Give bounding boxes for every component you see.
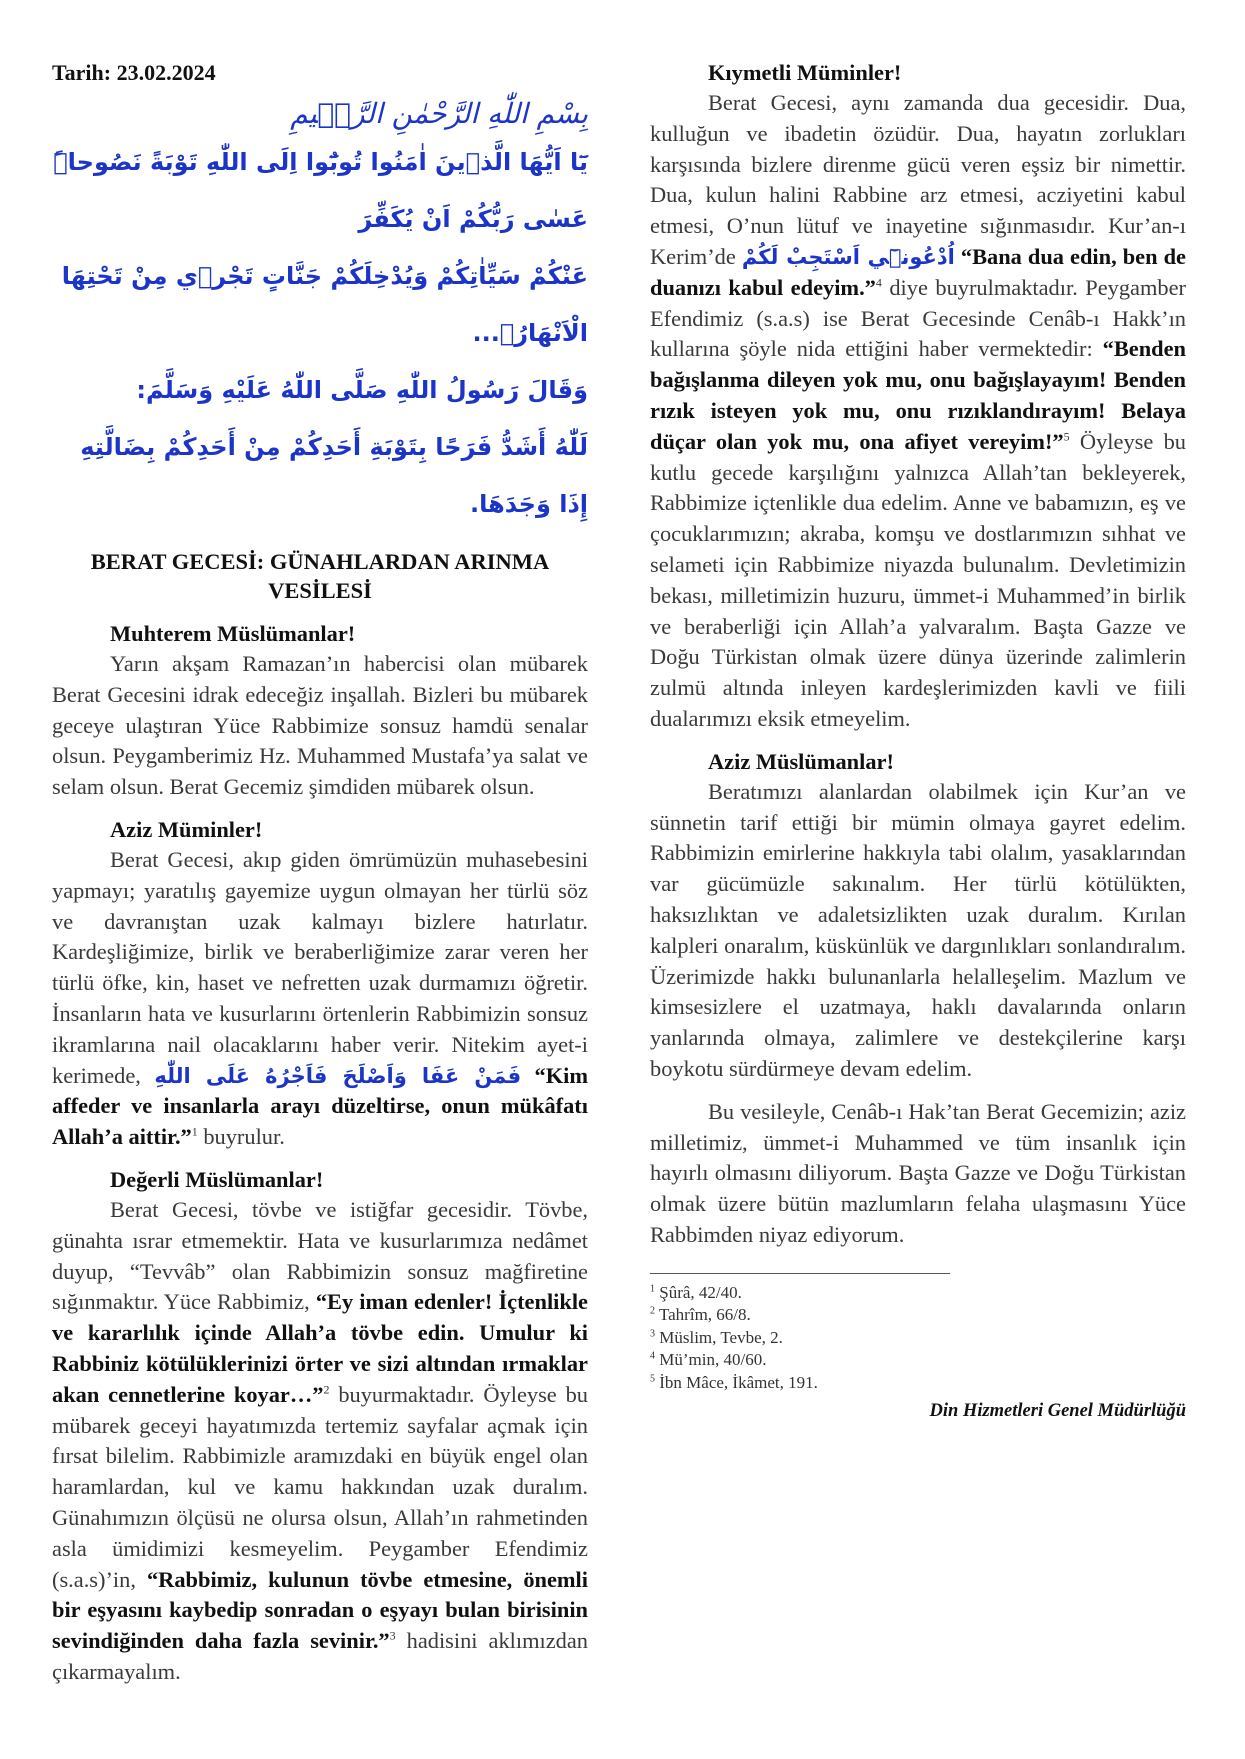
section-heading-1: Muhterem Müslümanlar!	[110, 621, 356, 646]
date-label: Tarih: 23.02.2024	[52, 60, 216, 85]
section-heading-4: Kıymetli Müminler!	[708, 60, 902, 85]
footnote-1: $^1$ Şûrâ, 42/40.	[650, 1282, 742, 1302]
right-column	[650, 58, 1186, 1424]
bold-quote: “Kim affeder ve insanlarla arayı düzeltirse, onun mükâfatı Allah’a aittir.”	[52, 1062, 588, 1150]
sermon-title: BERAT GECESİ: GÜNAHLARDAN ARINMA VESİLESİ	[90, 549, 550, 603]
section-heading-2: Aziz Müminler!	[110, 816, 263, 842]
bold-quote: “Bana dua edin, ben de duanızı kabul edeyim.”	[650, 243, 1186, 300]
paragraph-4: Berat Gecesi, aynı zamanda dua gecesidir. Dua, kulluğun ve ibadetin özüdür. Dua, hayatın zorlukları karşısında bizlere direnme gücü veren eşsiz bir nimettir. Dua, kulun halini Rabbine arz etmesi, acziyetini kabul etmesi, O’nun lütuf ve inayetine sığınmasıdır. Kur’an-ı Kerim’de اُدْعُون۪ٓي اَسْتَجِبْ لَكُمْ “Bana dua edin, ben de duanızı kabul edeyim.”$^4$ diye buyrulmaktadır. Peygamber Efendimiz (s.a.s) ise Berat Gecesinde Cenâb-ı Hakk’ın kullarına şöyle nida ettiğini haber vermektedir: “Benden bağışlanma dileyen yok mu, onu bağışlayayım! Benden rızık isteyen yok mu, onu rızıklandırayım! Belaya düçar olan yok mu, ona afiyet vereyim!”$^5$ Öyleyse bu kutlu gecede karşılığını yalnızca Allah’tan bekleyerek, Rabbimize içtenlikle dua edelim. Anne ve babamızın, eş ve çocuklarımızın; akraba, komşu ve dostlarımızın sıhhat ve selameti için Rabbimize niyazda bulunalım. Devletimizin bekası, milletimizin huzuru, ümmet-i Muhammed’in birlik ve beraberliği için Allah’a yalvaralım. Başta Gazze ve Doğu Türkistan olmak üzere dünya üzerinde zalimlerin zulmü altında inleyen kardeşlerimizden kavli ve fiili dualarımızı eksik etmeyelim.	[650, 90, 1187, 731]
arabic-verse-line-1: يَٓا اَيُّهَا الَّذ۪ينَ اٰمَنُوا تُوبُٓوا اِلَى اللّٰهِ تَوْبَةً نَصُوحاًۜ عَسٰى رَبُّكُمْ اَنْ يُكَفِّرَ	[53, 148, 588, 233]
footnote-ref: 2	[323, 1382, 330, 1397]
paragraph-1: Yarın akşam Ramazan’ın habercisi olan mübarek Berat Gecesini idrak edeceğiz inşallah. Bizleri bu mübarek geceye ulaştıran Yüce Rabbimize sonsuz hamdü senalar olsun. Peygamberimiz Hz. Muhammed Mustafa’ya salat ve selam olsun. Berat Gecemiz şimdiden mübarek olsun.	[52, 651, 588, 800]
paragraph-5: Beratımızı alanlardan olabilmek için Kur’an ve sünnetin tarif ettiği bir mümin olmaya gayret edelim. Rabbimizin emirlerine hakkıyla tabi olalım, yasaklarından var gücümüzle sakınalım. Her türlü kötülükten, haksızlıktan ve adaletsizlikten uzak duralım. Kırılan kalpleri onaralım, küskünlük ve dargınlıkları sonlandıralım. Üzerimizde hakkı bulunanlarla helalleşelim. Mazlum ve kimsesizlere el uzatmaya, haklı davalarında onların yanlarında olmaya, zalimlere ve destekçilerine karşı boykotu sürdürmeye devam edelim.	[650, 778, 1186, 1081]
inline-arabic-verse: اُدْعُون۪ٓي اَسْتَجِبْ لَكُمْ	[741, 244, 955, 269]
inline-arabic-verse: فَمَنْ عَفَا وَاَصْلَحَ فَاَجْرُهُ عَلَى اللّٰهِ	[154, 1063, 522, 1088]
bismillah-calligraphy: بِسْمِ اللّٰهِ الرَّحْمٰنِ الرَّح۪يمِ	[290, 97, 588, 130]
bold-quote: “Rabbimiz, kulunun tövbe etmesine, önemli bir eşyasını kaybedip sonradan o eşyayı bulan birisinin sevindiğinden daha fazla sevinir.”	[52, 1566, 588, 1654]
footnote-ref: 5	[1063, 429, 1070, 444]
left-column	[52, 58, 588, 1688]
bold-quote: “Benden bağışlanma dileyen yok mu, onu bağışlayayım! Benden rızık isteyen yok mu, onu rızıklandırayım! Belaya düçar olan yok mu, ona afiyet vereyim!”	[650, 336, 1186, 454]
footnote-5: $^5$ İbn Mâce, İkâmet, 191.	[650, 1372, 818, 1392]
paragraph-6: Bu vesileyle, Cenâb-ı Hak’tan Berat Gecemizin; aziz milletimiz, ümmet-i Muhammed ve tüm insanlık için hayırlı olmasını diliyorum. Başta Gazze ve Doğu Türkistan olmak üzere bütün mazlumların felaha ulaşmasını Yüce Rabbimden niyaz ediyorum.	[650, 1098, 1186, 1247]
footnote-2: $^2$ Tahrîm, 66/8.	[650, 1305, 751, 1325]
footnote-3: $^3$ Müslim, Tevbe, 2.	[650, 1327, 783, 1347]
paragraph-3: Berat Gecesi, tövbe ve istiğfar gecesidir. Tövbe, günahta ısrar etmemektir. Hata ve kusurlarımıza nedâmet duyup, “Tevvâb” olan Rabbimizin sonsuz mağfiretine sığınmaktır. Yüce Rabbimiz, “Ey iman edenler! İçtenlikle ve kararlılık içinde Allah’a tövbe edin. Umulur ki Rabbiniz kötülüklerinizi örter ve sizi altından ırmaklar akan cennetlerine koyar…”$^2$ buyurmaktadır. Öyleyse bu mübarek geceyi hayatımızda tertemiz sayfalar açmak için fırsat bilelim. Rabbimizle aramızdaki en büyük engel olan haramlardan, kul ve kamu hakkından uzak duralım. Günahımızın ölçüsü ne olursa olsun, Allah’ın rahmetinden asla ümidimizi kesmeyelim. Peygamber Efendimiz (s.a.s)’in, “Rabbimiz, kulunun tövbe etmesine, önemli bir eşyasını kaybedip sonradan o eşyayı bulan birisinin sevindiğinden daha fazla sevinir.”$^3$ hadisini aklımızdan çıkarmayalım.	[52, 1196, 588, 1684]
footnote-divider	[650, 1273, 950, 1274]
footnote-4: $^4$ Mü’min, 40/60.	[650, 1350, 767, 1370]
arabic-hadith-text: لَلّٰهُ أَشَدُّ فَرَحًا بِتَوْبَةِ أَحَدِكُمْ مِنْ أَحَدِكُمْ بِضَالَّتِهِ إِذَا وَجَدَهَا.	[80, 433, 588, 518]
arabic-hadith-intro: وَقَالَ رَسُولُ اللّٰهِ صَلَّى اللّٰهُ عَلَيْهِ وَسَلَّمَ:	[136, 376, 588, 404]
footnote-ref: 3	[389, 1628, 396, 1643]
paragraph-2: Berat Gecesi, akıp giden ömrümüzün muhasebesini yapmayı; yaratılış gayemize uygun olmayan her türlü söz ve davranıştan uzak kalmayı bizlere hatırlatır. Kardeşliğimize, birlik ve beraberliğimize zarar veren her türlü öfke, kin, haset ve nefretten uzak durmamızı öğretir. İnsanların hata ve kusurlarını örtenlerin Rabbimizin sonsuz ikramlarına nail olacaklarını haber verir. Nitekim ayet-i kerimede, فَمَنْ عَفَا وَاَصْلَحَ فَاَجْرُهُ عَلَى اللّٰهِ “Kim affeder ve insanlarla arayı düzeltirse, onun mükâfatı Allah’a aittir.”$^1$ buyrulur.	[52, 846, 588, 1150]
signature: Din Hizmetleri Genel Müdürlüğü	[929, 1401, 1186, 1422]
footnote-ref: 1	[191, 1124, 198, 1139]
arabic-verse-line-2: عَنْكُمْ سَيِّاٰتِكُمْ وَيُدْخِلَكُمْ جَنَّاتٍ تَجْر۪ي مِنْ تَحْتِهَا الْاَنْهَارُۙ...	[61, 262, 588, 347]
footnote-ref: 4	[875, 275, 882, 290]
bold-quote: “Ey iman edenler! İçtenlikle ve kararlılık içinde Allah’a tövbe edin. Umulur ki Rabbiniz kötülüklerinizi örter ve sizi altından ırmaklar akan cennetlerine koyar…”	[52, 1289, 588, 1407]
section-heading-5: Aziz Müslümanlar!	[708, 748, 894, 774]
section-heading-3: Değerli Müslümanlar!	[110, 1166, 324, 1192]
